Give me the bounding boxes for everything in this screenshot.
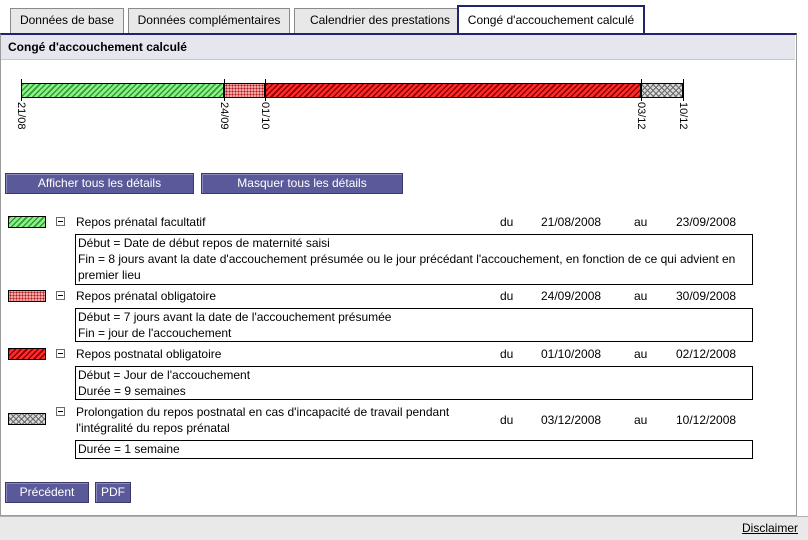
legend-swatch-prenatal-obligatoire	[8, 290, 46, 302]
period-end-date: 30/09/2008	[676, 289, 737, 303]
period-detail-line: Début = 7 jours avant la date de l'accouchement présumée	[78, 310, 392, 324]
period-title-line1: Prolongation du repos postnatal en cas d'incapacité de travail pendant	[76, 405, 450, 419]
period-du-label: du	[500, 215, 514, 229]
timeline-label: 01/10	[259, 102, 271, 130]
show-all-details-button[interactable]: Afficher tous les détails	[5, 173, 194, 194]
previous-button[interactable]: Précédent	[5, 482, 89, 503]
period-start-date: 21/08/2008	[541, 215, 602, 229]
tab-donnees-de-base[interactable]: Données de base	[10, 8, 124, 33]
period-au-label: au	[634, 347, 648, 361]
period-title: Repos prénatal facultatif	[76, 215, 206, 229]
timeline-tick	[224, 79, 225, 101]
period-du-label: du	[500, 413, 514, 427]
timeline-tick	[265, 79, 266, 101]
period-end-date: 10/12/2008	[676, 413, 737, 427]
section-title: Congé d'accouchement calculé	[1, 35, 795, 60]
period-title: Repos prénatal obligatoire	[76, 289, 217, 303]
timeline-bar-prenatal-facultatif	[21, 83, 224, 98]
period-detail-line: Fin = jour de l'accouchement	[78, 326, 232, 340]
tab-donnees-complementaires[interactable]: Données complémentaires	[128, 8, 290, 33]
collapse-toggle-icon[interactable]	[56, 217, 65, 226]
footer	[0, 516, 808, 540]
period-du-label: du	[500, 289, 514, 303]
period-start-date: 03/12/2008	[541, 413, 602, 427]
legend-swatch-prenatal-facultatif	[8, 216, 46, 228]
collapse-toggle-icon[interactable]	[56, 407, 65, 416]
hide-all-details-button[interactable]: Masquer tous les détails	[201, 173, 403, 194]
legend-swatch-postnatal-obligatoire	[8, 348, 46, 360]
collapse-toggle-icon[interactable]	[56, 291, 65, 300]
period-detail-line: Fin = 8 jours avant la date d'accouchement présumée ou le jour précédant l'accouchement, en fonction de ce qui advient en premier lieu	[78, 252, 736, 282]
period-details	[75, 308, 753, 342]
tab-conge-accouchement-calcule[interactable]: Congé d'accouchement calculé	[457, 5, 645, 34]
period-au-label: au	[634, 289, 648, 303]
period-details	[75, 234, 753, 285]
period-detail-line: Début = Date de début repos de maternité saisi	[78, 236, 330, 250]
period-details	[75, 440, 753, 459]
timeline-tick	[683, 79, 684, 101]
timeline-label: 24/09	[218, 102, 230, 130]
timeline-chart	[0, 75, 808, 145]
period-detail-line: Durée = 1 semaine	[78, 442, 180, 456]
period-detail-line: Durée = 9 semaines	[78, 384, 186, 398]
period-au-label: au	[634, 413, 648, 427]
period-end-date: 02/12/2008	[676, 347, 737, 361]
timeline-tick	[641, 79, 642, 101]
timeline-bar-prenatal-obligatoire	[224, 83, 265, 98]
tab-calendrier-des-prestations[interactable]: Calendrier des prestations	[294, 8, 466, 33]
legend-swatch-prolongation	[8, 413, 46, 425]
period-start-date: 24/09/2008	[541, 289, 602, 303]
timeline-tick	[21, 79, 22, 101]
timeline-label: 03/12	[635, 102, 647, 130]
timeline-bar-prolongation	[641, 83, 683, 98]
pdf-button[interactable]: PDF	[95, 482, 131, 503]
timeline-bar-postnatal-obligatoire	[265, 83, 641, 98]
disclaimer-link[interactable]: Disclaimer	[741, 521, 798, 535]
period-end-date: 23/09/2008	[676, 215, 737, 229]
period-du-label: du	[500, 347, 514, 361]
period-au-label: au	[634, 215, 648, 229]
timeline-label: 10/12	[677, 102, 689, 130]
period-details	[75, 366, 753, 400]
timeline-label: 21/08	[15, 102, 27, 130]
period-start-date: 01/10/2008	[541, 347, 602, 361]
collapse-toggle-icon[interactable]	[56, 349, 65, 358]
period-title-line2: l'intégralité du repos prénatal	[76, 421, 230, 435]
period-detail-line: Début = Jour de l'accouchement	[78, 368, 251, 382]
period-title: Repos postnatal obligatoire	[76, 347, 222, 361]
